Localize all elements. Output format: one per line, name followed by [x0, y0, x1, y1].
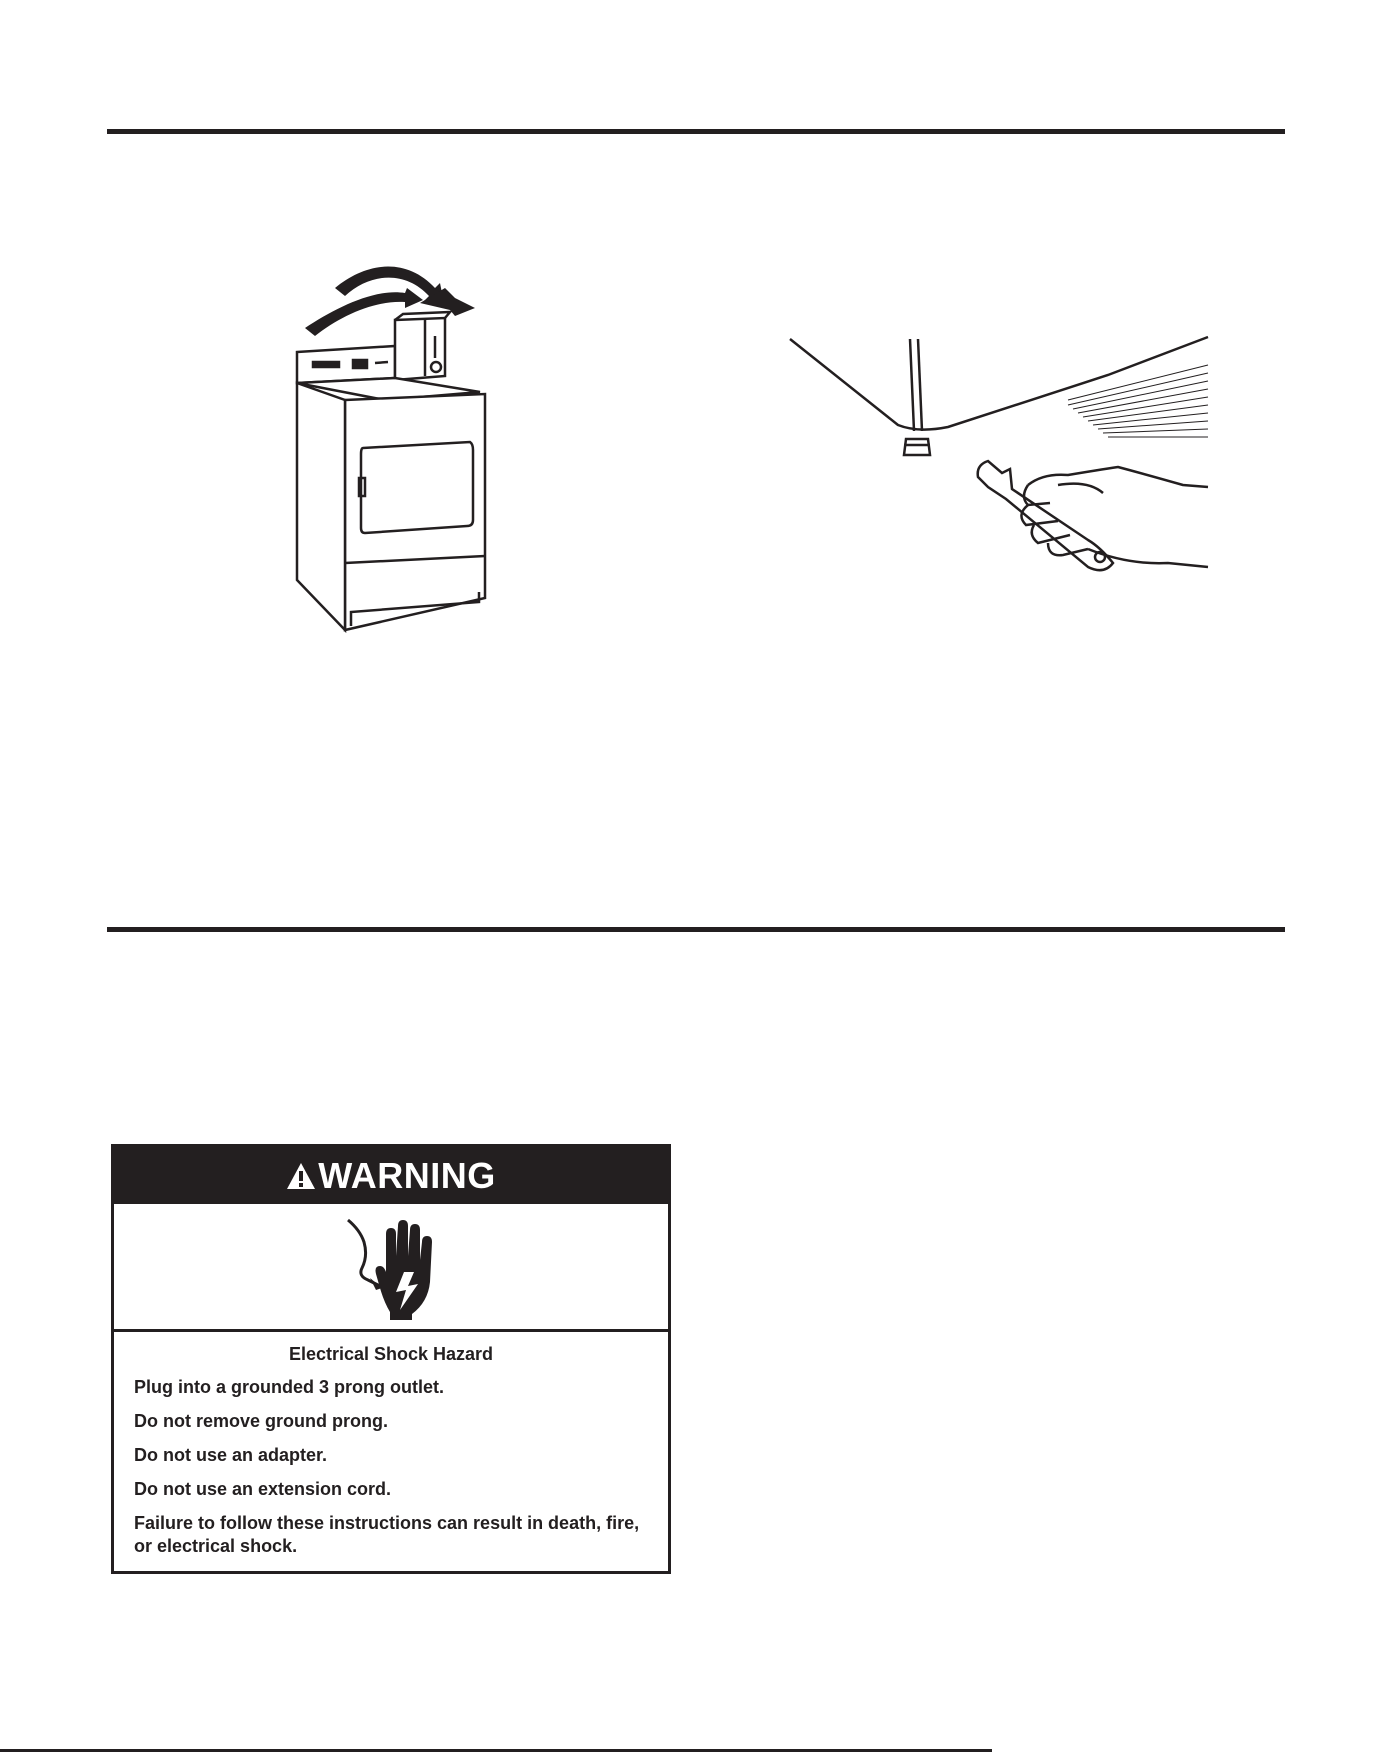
warning-box	[111, 1144, 671, 1574]
wrench-leveling-foot-icon	[788, 335, 1210, 575]
warning-line: Do not use an adapter.	[134, 1445, 328, 1465]
warning-line: Do not remove ground prong.	[134, 1411, 388, 1431]
middle-section-rule	[107, 927, 1285, 932]
warning-line: Plug into a grounded 3 prong outlet.	[134, 1377, 444, 1397]
electrical-shock-hand-icon	[340, 1216, 440, 1321]
warning-icon-area	[114, 1204, 668, 1332]
warning-line: Do not use an extension cord.	[134, 1479, 392, 1499]
warning-text	[114, 1332, 668, 1558]
dryer-level-check-icon	[295, 258, 495, 633]
top-section-rule	[107, 129, 1285, 134]
hazard-title: Electrical Shock Hazard	[288, 1344, 494, 1364]
warning-triangle-icon	[286, 1161, 316, 1191]
warning-header	[114, 1147, 668, 1204]
warning-title: WARNING	[318, 1154, 496, 1196]
warning-line: Failure to follow these instructions can result in death, fire, or electrical shock.	[134, 1513, 640, 1556]
footer-rule	[0, 1749, 992, 1752]
